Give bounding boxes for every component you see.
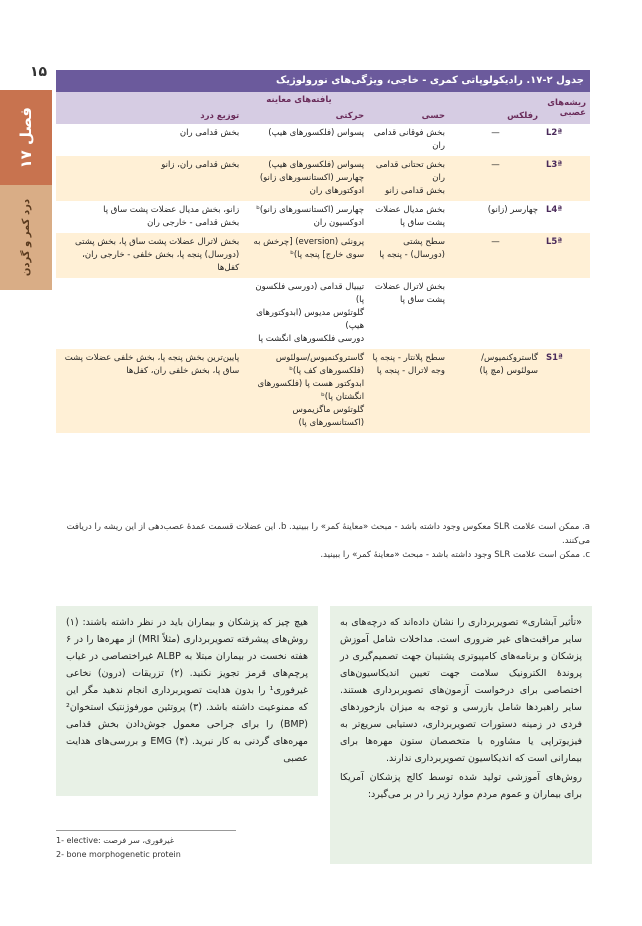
table-note: c. ممکن است علامت SLR وجود داشته باشد - مبحث «معاینهٔ کمر» را ببینید. (320, 550, 590, 560)
chapter-label: فصل ۱۷ (17, 106, 35, 169)
paragraph: هیچ چیز که پزشکان و بیماران باید در نظر داشته باشند: (۱) روش‌های پیشرفته تصویربرداری (مثلاً MRI) از مهره‌ها را در ۶ هفته نخست در بیماران مبتلا به ALBP غیراختصاصی در غیاب پرچم‌های قرمز تجویز نکنید. (۲) تزریقات (درون) نخاعی غیرفوری¹ را بدون هدایت تصویربرداری انجام ندهید مگر این که ممنوعیت داشته باشد. (۳) پروتئین مورفوژنتیک استخوان² (BMP) را برای جراحی معمول جوش‌دادن بخش قدامی مهره‌های گردنی به کار نبرید. (۴) EMG و بررسی‌های هدایت عصبی (66, 617, 308, 764)
cell-sensory: سطح پلانتار - پنجه پا وجه لاترال - پنجه پا (368, 349, 449, 433)
cell-root: L2ª (542, 124, 590, 156)
cell-motor: گاستروکنمیوس/سولئوس (فلکسورهای کف پا)ᵇ ابدوکتور هست پا (فلکسورهای انگشتان پا)ᵇ گلوتئوس ماگزیموس (اکستانسورهای پا) (243, 349, 368, 433)
cell-sensory: سطح پشتی (دورسال) - پنجه پا (368, 233, 449, 278)
footnote: 2- bone morphogenetic protein (56, 850, 181, 859)
cell-root: L5ª (542, 233, 590, 278)
cell-pain: بخش قدامی ران، زانو (56, 156, 243, 201)
cell-reflex: چهارسر (زانو) (449, 201, 542, 233)
cell-pain: زانو، بخش مدیال عضلات پشت ساق پا بخش قدامی - خارجی ران (56, 201, 243, 233)
cell-sensory: بخش فوقانی قدامی ران (368, 124, 449, 156)
cell-motor: پرونئی (eversion) [چرخش به سوی خارج] پنجه پا)ᵇ (243, 233, 368, 278)
radiculopathy-table (56, 70, 590, 433)
header-sensory: حسی (368, 108, 449, 124)
table-row (56, 349, 590, 433)
footnote-divider (56, 830, 236, 831)
footnote: 1- elective: غیرفوری، سر فرصت (56, 836, 175, 845)
cell-pain: بخش قدامی ران (56, 124, 243, 156)
chapter-subtitle: درد کمر و گردن (20, 198, 32, 277)
cell-reflex: گاستروکنمیوس/ سولئوس (مچ پا) (449, 349, 542, 433)
table-row (56, 278, 590, 349)
table-row (56, 201, 590, 233)
cell-motor: پسواس (فلکسورهای هیپ) چهارسر (اکستانسورهای زانو) ادوکتورهای ران (243, 156, 368, 201)
paragraph: «تأثیر آبشاری» تصویربرداری را نشان داده‌اند که درچه‌های به سایر مراقبت‌های غیر ضروری است. مداخلات شامل آموزش پزشکان و برنامه‌های کامپیوتری پشتیبان جهت تصمیم‌گیری در پروندهٔ الکترونیک سلامت جهت تعیین اندیکاسیون‌های اختصاصی برای درخواست آزمون‌های تصویربرداری هستند. سایر راهبردها شامل بازرسی و توجه به میزان بازخوردهای فردی در زمینه دستورات تصویربرداری، دستیابی سریع‌تر به فیزیوتراپی یا مشاوره با متخصصان ستون مهره‌ها برای بیمارانی است که اندیکاسیون تصویربرداری ندارند. (340, 617, 582, 764)
cell-sensory: بخش تحتانی قدامی ران بخش قدامی زانو (368, 156, 449, 201)
cell-motor: پسواس (فلکسورهای هیپ) (243, 124, 368, 156)
cell-root: L3ª (542, 156, 590, 201)
header-root: ریشه‌های عصبی (542, 92, 590, 124)
table-row (56, 124, 590, 156)
chapter-subtitle-tab (0, 185, 52, 290)
cell-pain: بخش لاترال عضلات پشت ساق پا، بخش پشتی (دورسال) پنجه پا، بخش خلفی - خارجی ران، کفل‌ها (56, 233, 243, 278)
text-box-left (56, 606, 318, 796)
table-row (56, 156, 590, 201)
cell-pain: پایین‌ترین بخش پنجه پا، بخش خلفی عضلات پشت ساق پا، بخش خلفی ران، کفل‌ها (56, 349, 243, 433)
cell-sensory: بخش لاترال عضلات پشت ساق پا (368, 278, 449, 349)
header-exam-group: یافته‌های معاینه (56, 92, 542, 108)
text-box-right (330, 606, 592, 864)
cell-root (542, 278, 590, 349)
table-caption: جدول ۲-۱۷. رادیکولوپاتی کمری - خاجی، ویژگی‌های نورولوژیک (56, 70, 590, 92)
table-row (56, 233, 590, 278)
cell-reflex: — (449, 233, 542, 278)
cell-root: S1ª (542, 349, 590, 433)
table-note: a. ممکن است علامت SLR معکوس وجود داشته باشد - مبحث «معاینهٔ کمر» را ببینید. b. این عضلات قسمت عمدهٔ عصب‌دهی از این ریشه را دریافت می‌کنند. (66, 522, 590, 546)
cell-motor: چهارسر (اکستانسورهای زانو)ᵇ ادوکسیون ران (243, 201, 368, 233)
paragraph: روش‌های آموزشی تولید شده توسط کالج پزشکان آمریکا برای بیماران و عموم مردم موارد زیر را در بر می‌گیرد: (340, 772, 582, 800)
header-motor: حرکتی (243, 108, 368, 124)
page-number: ۱۵ (30, 64, 48, 80)
table-body (56, 124, 590, 433)
cell-reflex: — (449, 124, 542, 156)
cell-motor: تیبیال قدامی (دورسی فلکسون پا) گلوتئوس مدیوس (ابدوکتورهای هیپ) دورسی فلکسورهای انگشت پا (243, 278, 368, 349)
header-reflex: رفلکس (449, 108, 542, 124)
cell-pain (56, 278, 243, 349)
cell-sensory: بخش مدیال عضلات پشت ساق پا (368, 201, 449, 233)
table-notes (56, 520, 590, 562)
chapter-side-tab (0, 90, 52, 290)
cell-reflex (449, 278, 542, 349)
cell-root: L4ª (542, 201, 590, 233)
cell-reflex: — (449, 156, 542, 201)
header-pain: توزیع درد (56, 108, 243, 124)
chapter-tab (0, 90, 52, 185)
